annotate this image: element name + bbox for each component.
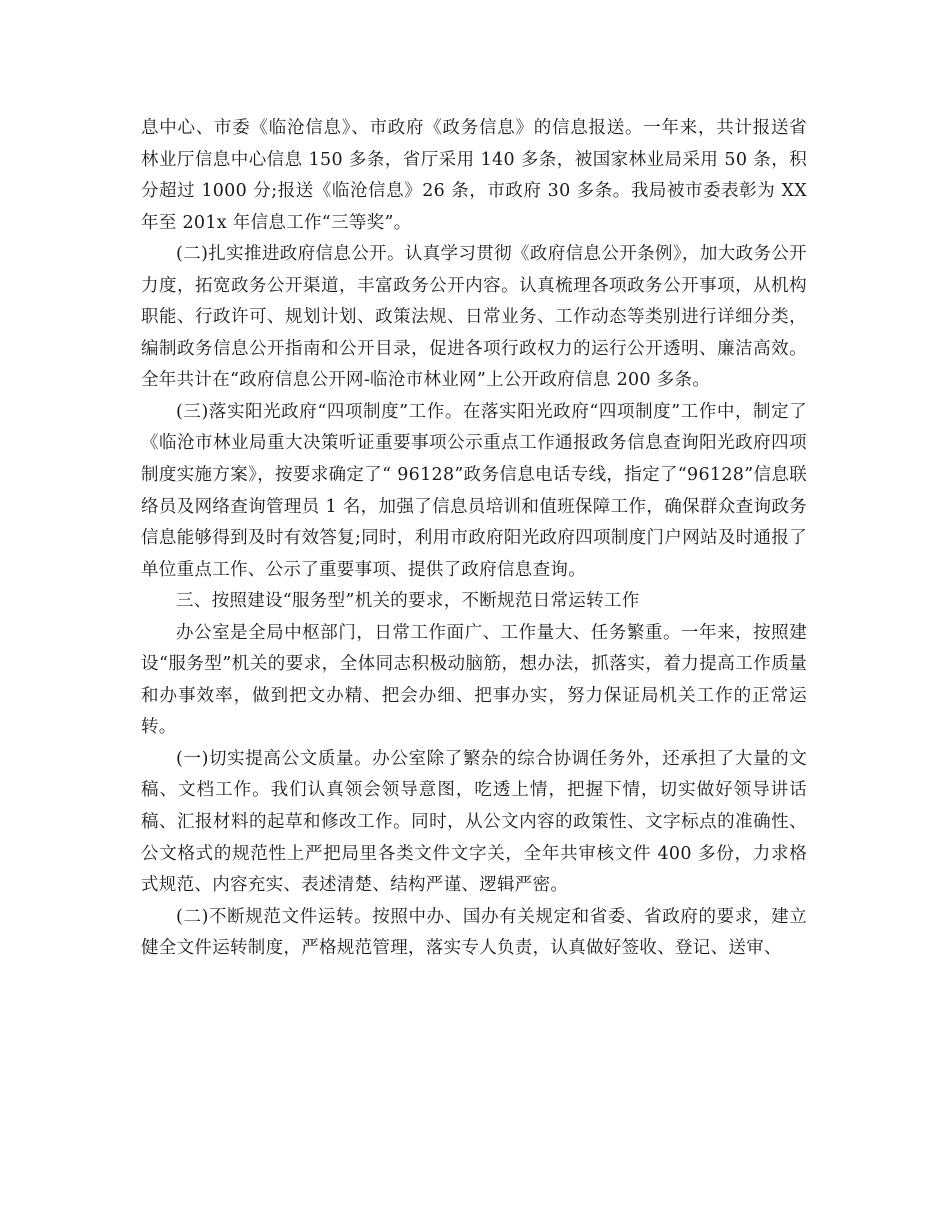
section-heading-service-office: 三、按照建设“服务型”机关的要求，不断规范日常运转工作 (176, 591, 640, 612)
paragraph-document-quality: (一)切实提高公文质量。办公室除了繁杂的综合协调任务外，还承担了大量的文稿、文档工作。我们认真领会领导意图，吃透上情，把握下情，切实做好领导讲话稿、汇报材料的起草和修改工作。同时，从公文内容的政策性、文字标点的准确性、公文格式的规范性上严把局里各类文件文字关，全年共审核文件 400 多份，力求格式规范、内容充实、表述清楚、结构严谨、逻辑严密。 (141, 748, 807, 896)
paragraph-office-overview: 办公室是全局中枢部门，日常工作面广、工作量大、任务繁重。一年来，按照建设“服务型”机关的要求，全体同志积极动脑筋，想办法，抓落实，着力提高工作质量和办事效率，做到把文办精、把会办细、把事办实，努力保证局机关工作的正常运转。 (141, 622, 807, 738)
paragraph-four-systems: (三)落实阳光政府“四项制度”工作。在落实阳光政府“四项制度”工作中，制定了《临沧市林业局重大决策听证重要事项公示重点工作通报政务信息查询阳光政府四项制度实施方案》，按要求确定了“ 96128”政务信息电话专线，指定了“96128”信息联络员及网络查询管理员 1 名，加强了信息员培训和值班保障工作，确保群众查询政务信息能够得到及时有效答复;同时，利用市政府阳光政府四项制度门户网站及时通报了单位重点工作、公示了重要事项、提供了政府信息查询。 (141, 401, 807, 580)
paragraph-gov-info-disclosure: (二)扎实推进政府信息公开。认真学习贯彻《政府信息公开条例》，加大政务公开力度，拓宽政务公开渠道，丰富政务公开内容。认真梳理各项政务公开事项，从机构职能、行政许可、规划计划、政策法规、日常业务、工作动态等类别进行详细分类，编制政务信息公开指南和公开目录，促进各项行政权力的运行公开透明、廉洁高效。全年共计在“政府信息公开网-临沧市林业网”上公开政府信息 200 多条。 (141, 244, 807, 391)
document-page (141, 113, 807, 965)
paragraph-info-reporting: 息中心、市委《临沧信息》、市政府《政务信息》的信息报送。一年来，共计报送省林业厅信息中心信息 150 多条，省厅采用 140 多条，被国家林业局采用 50 条，积分超过 1000 分;报送《临沧信息》26 条，市政府 30 多条。我局被市委表彰为 XX 年至 201x 年信息工作“三等奖”。 (141, 118, 807, 233)
paragraph-document-flow: (二)不断规范文件运转。按照中办、国办有关规定和省委、省政府的要求，建立健全文件运转制度，严格规范管理，落实专人负责，认真做好签收、登记、送审、 (141, 906, 807, 959)
